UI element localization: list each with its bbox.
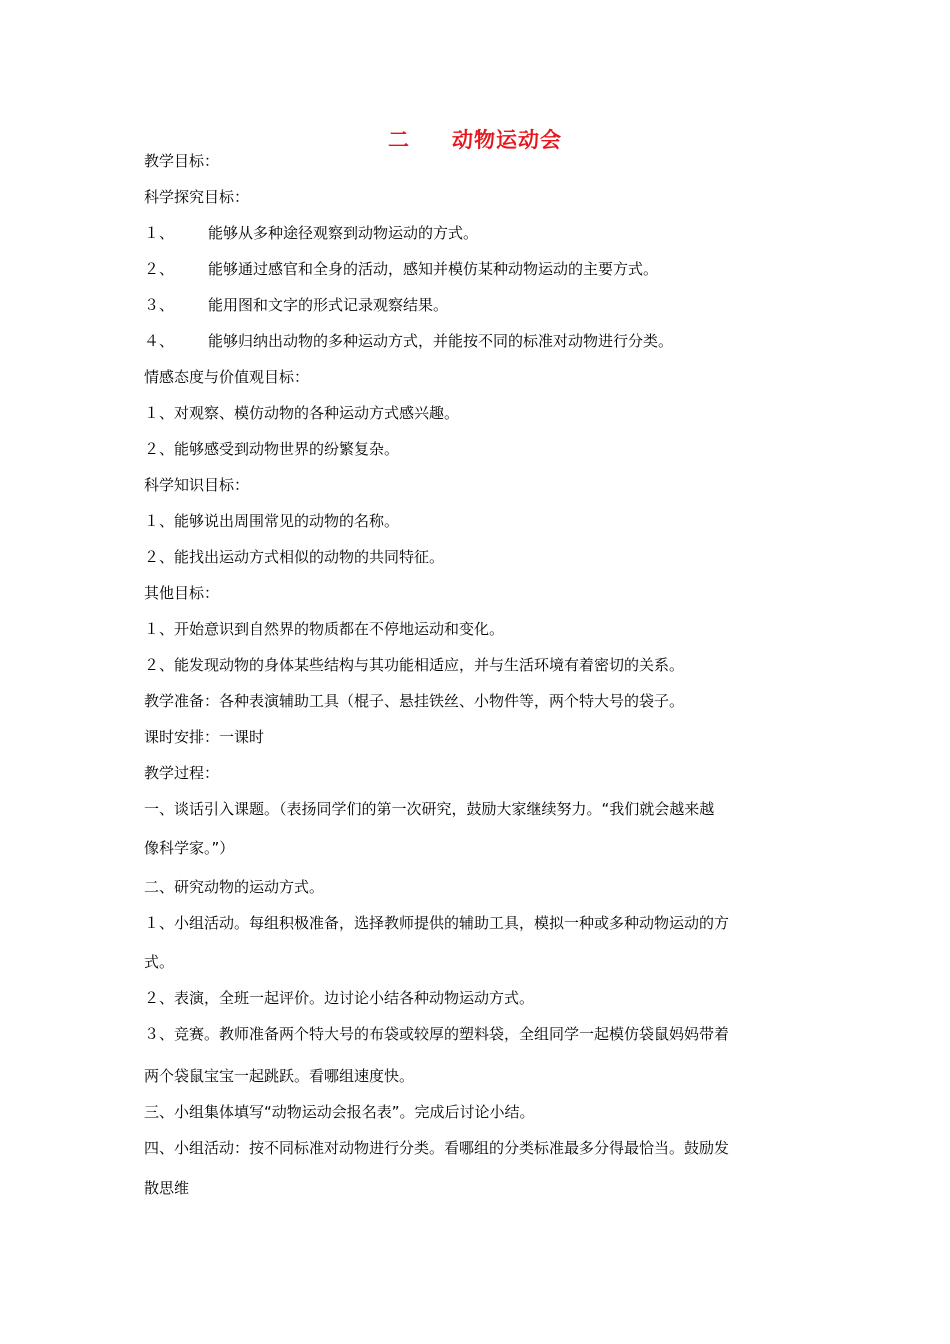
other-item: １、开始意识到自然界的物质都在不停地运动和变化。 bbox=[144, 620, 505, 638]
other-item: ２、能发现动物的身体某些结构与其功能相适应，并与生活环境有着密切的关系。 bbox=[144, 656, 685, 674]
document-title bbox=[0, 124, 950, 154]
inquiry-item-number: １、 bbox=[144, 224, 175, 242]
title-number: 二 bbox=[388, 128, 410, 152]
heading-other: 其他目标： bbox=[144, 584, 220, 602]
inquiry-item-number: ３、 bbox=[144, 296, 175, 314]
inquiry-item-text: 能用图和文字的形式记录观察结果。 bbox=[208, 296, 449, 314]
inquiry-item bbox=[144, 295, 448, 315]
emotion-item: ２、能够感受到动物世界的纷繁复杂。 bbox=[144, 440, 400, 458]
inquiry-item-number: ２、 bbox=[144, 260, 175, 278]
inquiry-item-text: 能够从多种途径观察到动物运动的方式。 bbox=[208, 224, 479, 242]
knowledge-item: １、能够说出周围常见的动物的名称。 bbox=[144, 512, 400, 530]
process-line: 式。 bbox=[144, 953, 175, 971]
inquiry-item-text: 能够通过感官和全身的活动，感知并模仿某种动物运动的主要方式。 bbox=[208, 260, 659, 278]
process-line: ２、表演，全班一起评价。边讨论小结各种动物运动方式。 bbox=[144, 989, 535, 1007]
inquiry-item bbox=[144, 331, 673, 351]
teaching-preparation: 教学准备：各种表演辅助工具（棍子、悬挂铁丝、小物件等，两个特大号的袋子。 bbox=[144, 692, 685, 710]
process-line: 三、小组集体填写“动物运动会报名表”。完成后讨论小结。 bbox=[144, 1103, 535, 1121]
process-line: 一、谈话引入课题。（表扬同学们的第一次研究，鼓励大家继续努力。“我们就会越来越 bbox=[144, 800, 715, 818]
emotion-item: １、对观察、模仿动物的各种运动方式感兴趣。 bbox=[144, 404, 460, 422]
inquiry-item bbox=[144, 259, 658, 279]
heading-knowledge: 科学知识目标： bbox=[144, 476, 250, 494]
title-text: 动物运动会 bbox=[452, 128, 562, 152]
process-line: 两个袋鼠宝宝一起跳跃。看哪组速度快。 bbox=[144, 1067, 415, 1085]
heading-objectives: 教学目标： bbox=[144, 152, 220, 170]
process-line: 像科学家。”） bbox=[144, 839, 235, 857]
heading-emotion: 情感态度与价值观目标： bbox=[144, 368, 310, 386]
process-line: １、小组活动。每组积极准备，选择教师提供的辅助工具，模拟一种或多种动物运动的方 bbox=[144, 914, 730, 932]
process-line: 二、研究动物的运动方式。 bbox=[144, 878, 325, 896]
inquiry-item-number: ４、 bbox=[144, 332, 175, 350]
knowledge-item: ２、能找出运动方式相似的动物的共同特征。 bbox=[144, 548, 445, 566]
inquiry-item-text: 能够归纳出动物的多种运动方式，并能按不同的标准对动物进行分类。 bbox=[208, 332, 674, 350]
inquiry-item bbox=[144, 223, 478, 243]
heading-inquiry: 科学探究目标： bbox=[144, 188, 250, 206]
process-line: ３、竞赛。教师准备两个特大号的布袋或较厚的塑料袋，全组同学一起模仿袋鼠妈妈带着 bbox=[144, 1025, 730, 1043]
heading-process: 教学过程： bbox=[144, 764, 220, 782]
class-schedule: 课时安排：一课时 bbox=[144, 728, 265, 746]
process-line: 散思维 bbox=[144, 1179, 190, 1197]
process-line: 四、小组活动：按不同标准对动物进行分类。看哪组的分类标准最多分得最恰当。鼓励发 bbox=[144, 1139, 730, 1157]
